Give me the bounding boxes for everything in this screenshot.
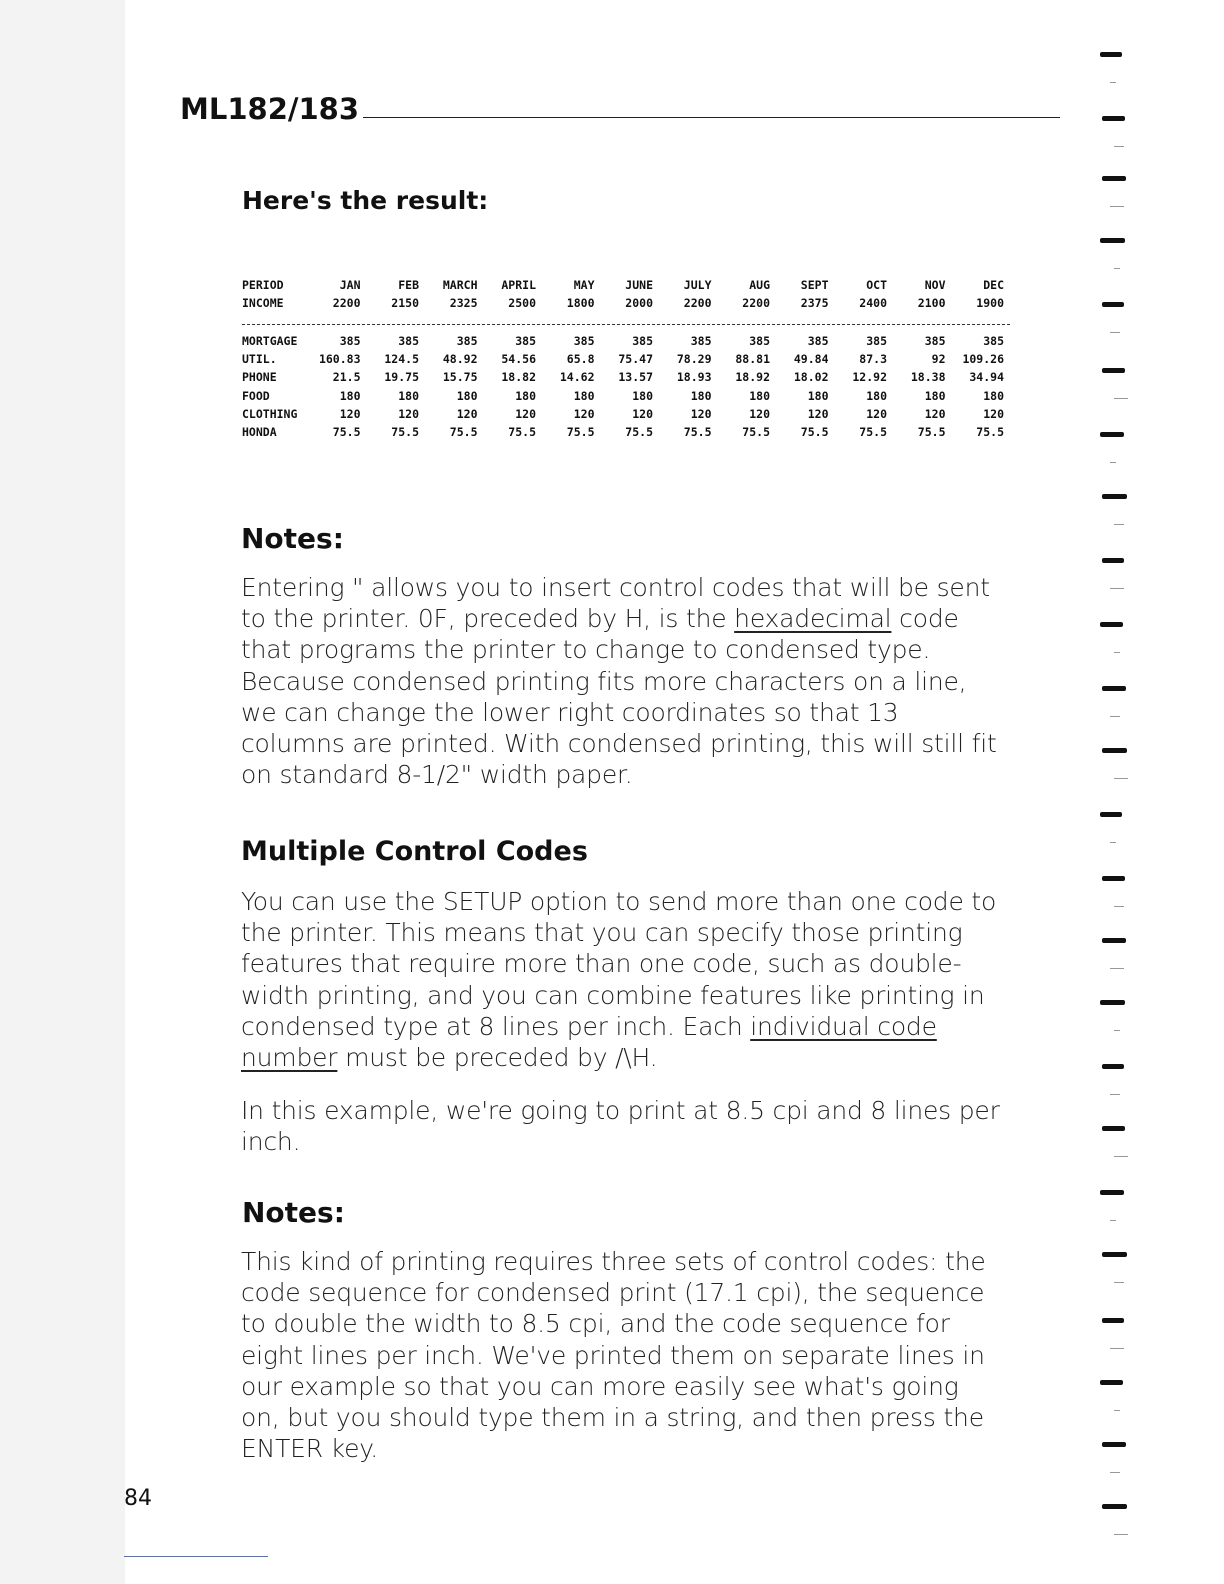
table-cell: 65.8	[566, 352, 595, 367]
result-heading: Here's the result:	[242, 186, 489, 215]
table-cell: 120	[690, 406, 712, 421]
edge-mark	[1102, 116, 1125, 121]
table-cell: 385	[807, 333, 829, 348]
table-cell: 180	[339, 388, 361, 403]
edge-mark	[1102, 1126, 1125, 1131]
edge-mark	[1102, 686, 1126, 691]
edge-mark	[1102, 938, 1126, 943]
table-row	[242, 368, 1012, 386]
table-row	[242, 294, 1012, 312]
notes-paragraph-1: Entering " allows you to insert control codes that will be sent to the printer. 0F, preceded by H, is the hexadecimal code that programs the printer to change to condensed type. Because condensed printing fits more characters on a line, we can change the lower right coordinates so that 13 columns are printed. With condensed printing, this will still fit on standard 8-1/2" width paper.	[241, 573, 997, 790]
table-cell: 34.94	[969, 370, 1004, 385]
edge-mark-faint	[1110, 462, 1116, 463]
edge-mark	[1100, 812, 1122, 817]
row-label: CLOTHING	[242, 406, 298, 421]
edge-mark	[1102, 494, 1127, 499]
table-cell: 385	[456, 333, 478, 348]
table-cell: 2150	[391, 296, 419, 311]
edge-mark-faint	[1110, 968, 1124, 969]
edge-mark-faint	[1114, 652, 1120, 653]
edge-mark	[1102, 1318, 1124, 1323]
table-cell: 75.5	[976, 425, 1004, 440]
table-cell: 385	[573, 333, 595, 348]
table-row	[242, 405, 1012, 423]
table-cell: DEC	[983, 278, 1004, 293]
edge-mark-faint	[1110, 1472, 1120, 1473]
table-cell: 120	[866, 406, 887, 421]
table-cell: 75.5	[566, 425, 595, 440]
table-cell: 18.93	[676, 370, 712, 385]
table-cell: JULY	[683, 278, 712, 293]
table-row	[242, 332, 1012, 350]
notes-heading-1: Notes:	[241, 522, 344, 555]
table-cell: 18.38	[910, 370, 946, 385]
table-cell: SEPT	[800, 278, 829, 293]
row-label: UTIL.	[242, 352, 277, 367]
row-label: FOOD	[242, 388, 270, 403]
table-cell: 75.5	[859, 425, 887, 440]
table-cell: 120	[749, 406, 770, 421]
edge-mark	[1102, 1252, 1127, 1257]
table-cell: 12.92	[852, 370, 887, 385]
running-header	[180, 84, 1060, 124]
table-cell: 75.5	[917, 425, 946, 440]
table-row	[242, 386, 1012, 404]
table-cell: 2400	[859, 296, 887, 311]
table-cell: 75.5	[742, 425, 770, 440]
table-cell: 180	[690, 388, 712, 403]
table-cell: 120	[515, 406, 536, 421]
table-cell: 120	[924, 406, 946, 421]
example-paragraph: In this example, we're going to print at 8.5 cpi and 8 lines per inch.	[241, 1096, 1000, 1157]
table-cell: 54.56	[501, 352, 536, 367]
edge-mark-faint	[1110, 588, 1124, 589]
table-cell: 180	[632, 388, 653, 403]
table-cell: 385	[924, 333, 946, 348]
notes-heading-2: Notes:	[242, 1196, 345, 1229]
table-cell: 18.02	[793, 370, 829, 385]
table-cell: OCT	[866, 278, 887, 293]
row-label: INCOME	[242, 296, 284, 311]
notes-paragraph-2: This kind of printing requires three sets of control codes: the code sequence for condensed print (17.1 cpi), the sequence to double the width to 8.5 cpi, and the code sequence for eight lines per inch. We've printed them on separate lines in our example so that you can more easily see what's going on, but you should type them in a string, and then press the ENTER key.	[241, 1247, 986, 1464]
table-row	[242, 423, 1012, 441]
row-label: PHONE	[242, 370, 277, 385]
table-cell: 180	[515, 388, 536, 403]
table-cell: 2375	[800, 296, 829, 311]
edge-mark	[1100, 52, 1122, 57]
table-cell: 75.5	[625, 425, 653, 440]
table-row	[242, 350, 1012, 368]
table-cell: 13.57	[618, 370, 653, 385]
table-cell: 120	[456, 406, 478, 421]
edge-mark-faint	[1114, 1156, 1128, 1157]
table-cell: 2000	[625, 296, 653, 311]
edge-mark-faint	[1110, 332, 1120, 333]
table-cell: 75.5	[683, 425, 712, 440]
edge-mark-faint	[1114, 778, 1128, 779]
table-cell: 75.5	[391, 425, 419, 440]
table-cell: 120	[632, 406, 653, 421]
edge-mark	[1102, 1504, 1127, 1509]
table-cell: 385	[983, 333, 1004, 348]
table-cell: AUG	[749, 278, 770, 293]
table-cell: 120	[573, 406, 595, 421]
edge-mark	[1100, 238, 1125, 243]
edge-mark-faint	[1114, 1410, 1120, 1411]
header-title: ML182/183	[180, 92, 359, 126]
table-cell: 75.5	[449, 425, 478, 440]
table-cell: 78.29	[676, 352, 712, 367]
edge-mark	[1102, 368, 1125, 373]
edge-mark	[1102, 302, 1124, 307]
table-cell: 180	[924, 388, 946, 403]
table-cell: FEB	[398, 278, 419, 293]
edge-mark	[1102, 1064, 1124, 1069]
table-cell: 385	[632, 333, 653, 348]
table-cell: 385	[866, 333, 887, 348]
table-cell: MAY	[573, 278, 595, 293]
table-cell: 18.82	[501, 370, 536, 385]
edge-mark	[1100, 622, 1123, 627]
table-cell: 160.83	[318, 352, 361, 367]
table-cell: 14.62	[559, 370, 595, 385]
table-cell: 120	[398, 406, 419, 421]
header-rule	[363, 117, 1060, 118]
edge-mark-faint	[1110, 842, 1116, 843]
table-cell: 180	[456, 388, 478, 403]
table-cell: 92	[931, 352, 946, 367]
edge-mark-faint	[1114, 1282, 1124, 1283]
table-cell: MARCH	[442, 278, 478, 293]
edge-mark-faint	[1114, 398, 1128, 399]
edge-mark	[1102, 558, 1124, 563]
table-cell: 2325	[449, 296, 478, 311]
table-cell: 385	[690, 333, 712, 348]
table-cell: 385	[339, 333, 361, 348]
table-cell: 88.81	[735, 352, 770, 367]
table-cell: 180	[983, 388, 1004, 403]
edge-mark	[1100, 432, 1124, 437]
table-cell: 180	[398, 388, 419, 403]
edge-mark-faint	[1114, 146, 1124, 147]
page-number: 84	[124, 1486, 152, 1511]
edge-mark-faint	[1110, 716, 1120, 717]
multiple-control-codes-paragraph: You can use the SETUP option to send more than one code to the printer. This means that you can specify those printing features that require more than one code, such as double-width printing, and you can combine features like printing in condensed type at 8 lines per inch. Each individual code number must be preceded by /\H.	[241, 887, 997, 1073]
table-cell: 120	[807, 406, 829, 421]
table-cell: 2200	[683, 296, 712, 311]
table-cell: 120	[339, 406, 361, 421]
edge-mark-faint	[1114, 1534, 1128, 1535]
table-cell: 180	[749, 388, 770, 403]
edge-mark	[1102, 876, 1125, 881]
table-cell: 2100	[917, 296, 946, 311]
edge-mark-faint	[1110, 1220, 1116, 1221]
edge-mark	[1100, 1380, 1123, 1385]
edge-mark	[1102, 748, 1127, 753]
table-cell: 124.5	[384, 352, 419, 367]
table-cell: 2500	[508, 296, 536, 311]
table-cell: 385	[749, 333, 770, 348]
edge-mark-faint	[1114, 1030, 1120, 1031]
edge-mark-faint	[1114, 268, 1120, 269]
multiple-control-codes-heading: Multiple Control Codes	[241, 836, 588, 867]
row-label: HONDA	[242, 425, 277, 440]
table-cell: NOV	[924, 278, 946, 293]
edge-mark	[1100, 1190, 1124, 1195]
row-label: PERIOD	[242, 278, 284, 293]
edge-mark	[1102, 1442, 1126, 1447]
table-cell: 180	[807, 388, 829, 403]
table-row	[242, 276, 1012, 294]
edge-mark-faint	[1110, 1348, 1124, 1349]
table-cell: JAN	[339, 278, 361, 293]
table-cell: 1800	[566, 296, 595, 311]
table-cell: 87.3	[859, 352, 887, 367]
table-divider	[242, 324, 1010, 325]
table-cell: 75.5	[332, 425, 361, 440]
table-cell: JUNE	[625, 278, 653, 293]
table-cell: 48.92	[442, 352, 478, 367]
individual-code-number-link[interactable]: individual code number	[241, 1011, 937, 1073]
table-cell: 180	[866, 388, 887, 403]
edge-mark-faint	[1110, 1094, 1120, 1095]
table-cell: 1900	[976, 296, 1004, 311]
table-cell: 49.84	[793, 352, 829, 367]
budget-table	[242, 276, 1012, 441]
table-cell: 385	[515, 333, 536, 348]
edge-mark-faint	[1114, 906, 1124, 907]
table-cell: APRIL	[501, 278, 536, 293]
table-gap	[242, 313, 1012, 324]
bottom-rule	[124, 1556, 268, 1557]
edge-mark	[1100, 1000, 1125, 1005]
row-label: MORTGAGE	[242, 333, 298, 348]
left-margin-shade	[0, 0, 125, 1584]
edge-mark	[1102, 176, 1126, 181]
table-cell: 180	[573, 388, 595, 403]
table-cell: 2200	[332, 296, 361, 311]
table-cell: 109.26	[962, 352, 1004, 367]
binding-edge-marks	[1098, 0, 1138, 1584]
table-cell: 18.92	[735, 370, 770, 385]
table-cell: 19.75	[384, 370, 419, 385]
edge-mark-faint	[1110, 82, 1116, 83]
table-cell: 75.5	[508, 425, 536, 440]
table-cell: 21.5	[332, 370, 361, 385]
table-cell: 15.75	[442, 370, 478, 385]
hexadecimal-link[interactable]: hexadecimal	[734, 604, 892, 634]
edge-mark-faint	[1114, 524, 1124, 525]
table-cell: 75.47	[618, 352, 653, 367]
table-cell: 75.5	[800, 425, 829, 440]
table-cell: 120	[983, 406, 1004, 421]
edge-mark-faint	[1110, 206, 1124, 207]
table-cell: 385	[398, 333, 419, 348]
table-cell: 2200	[742, 296, 770, 311]
